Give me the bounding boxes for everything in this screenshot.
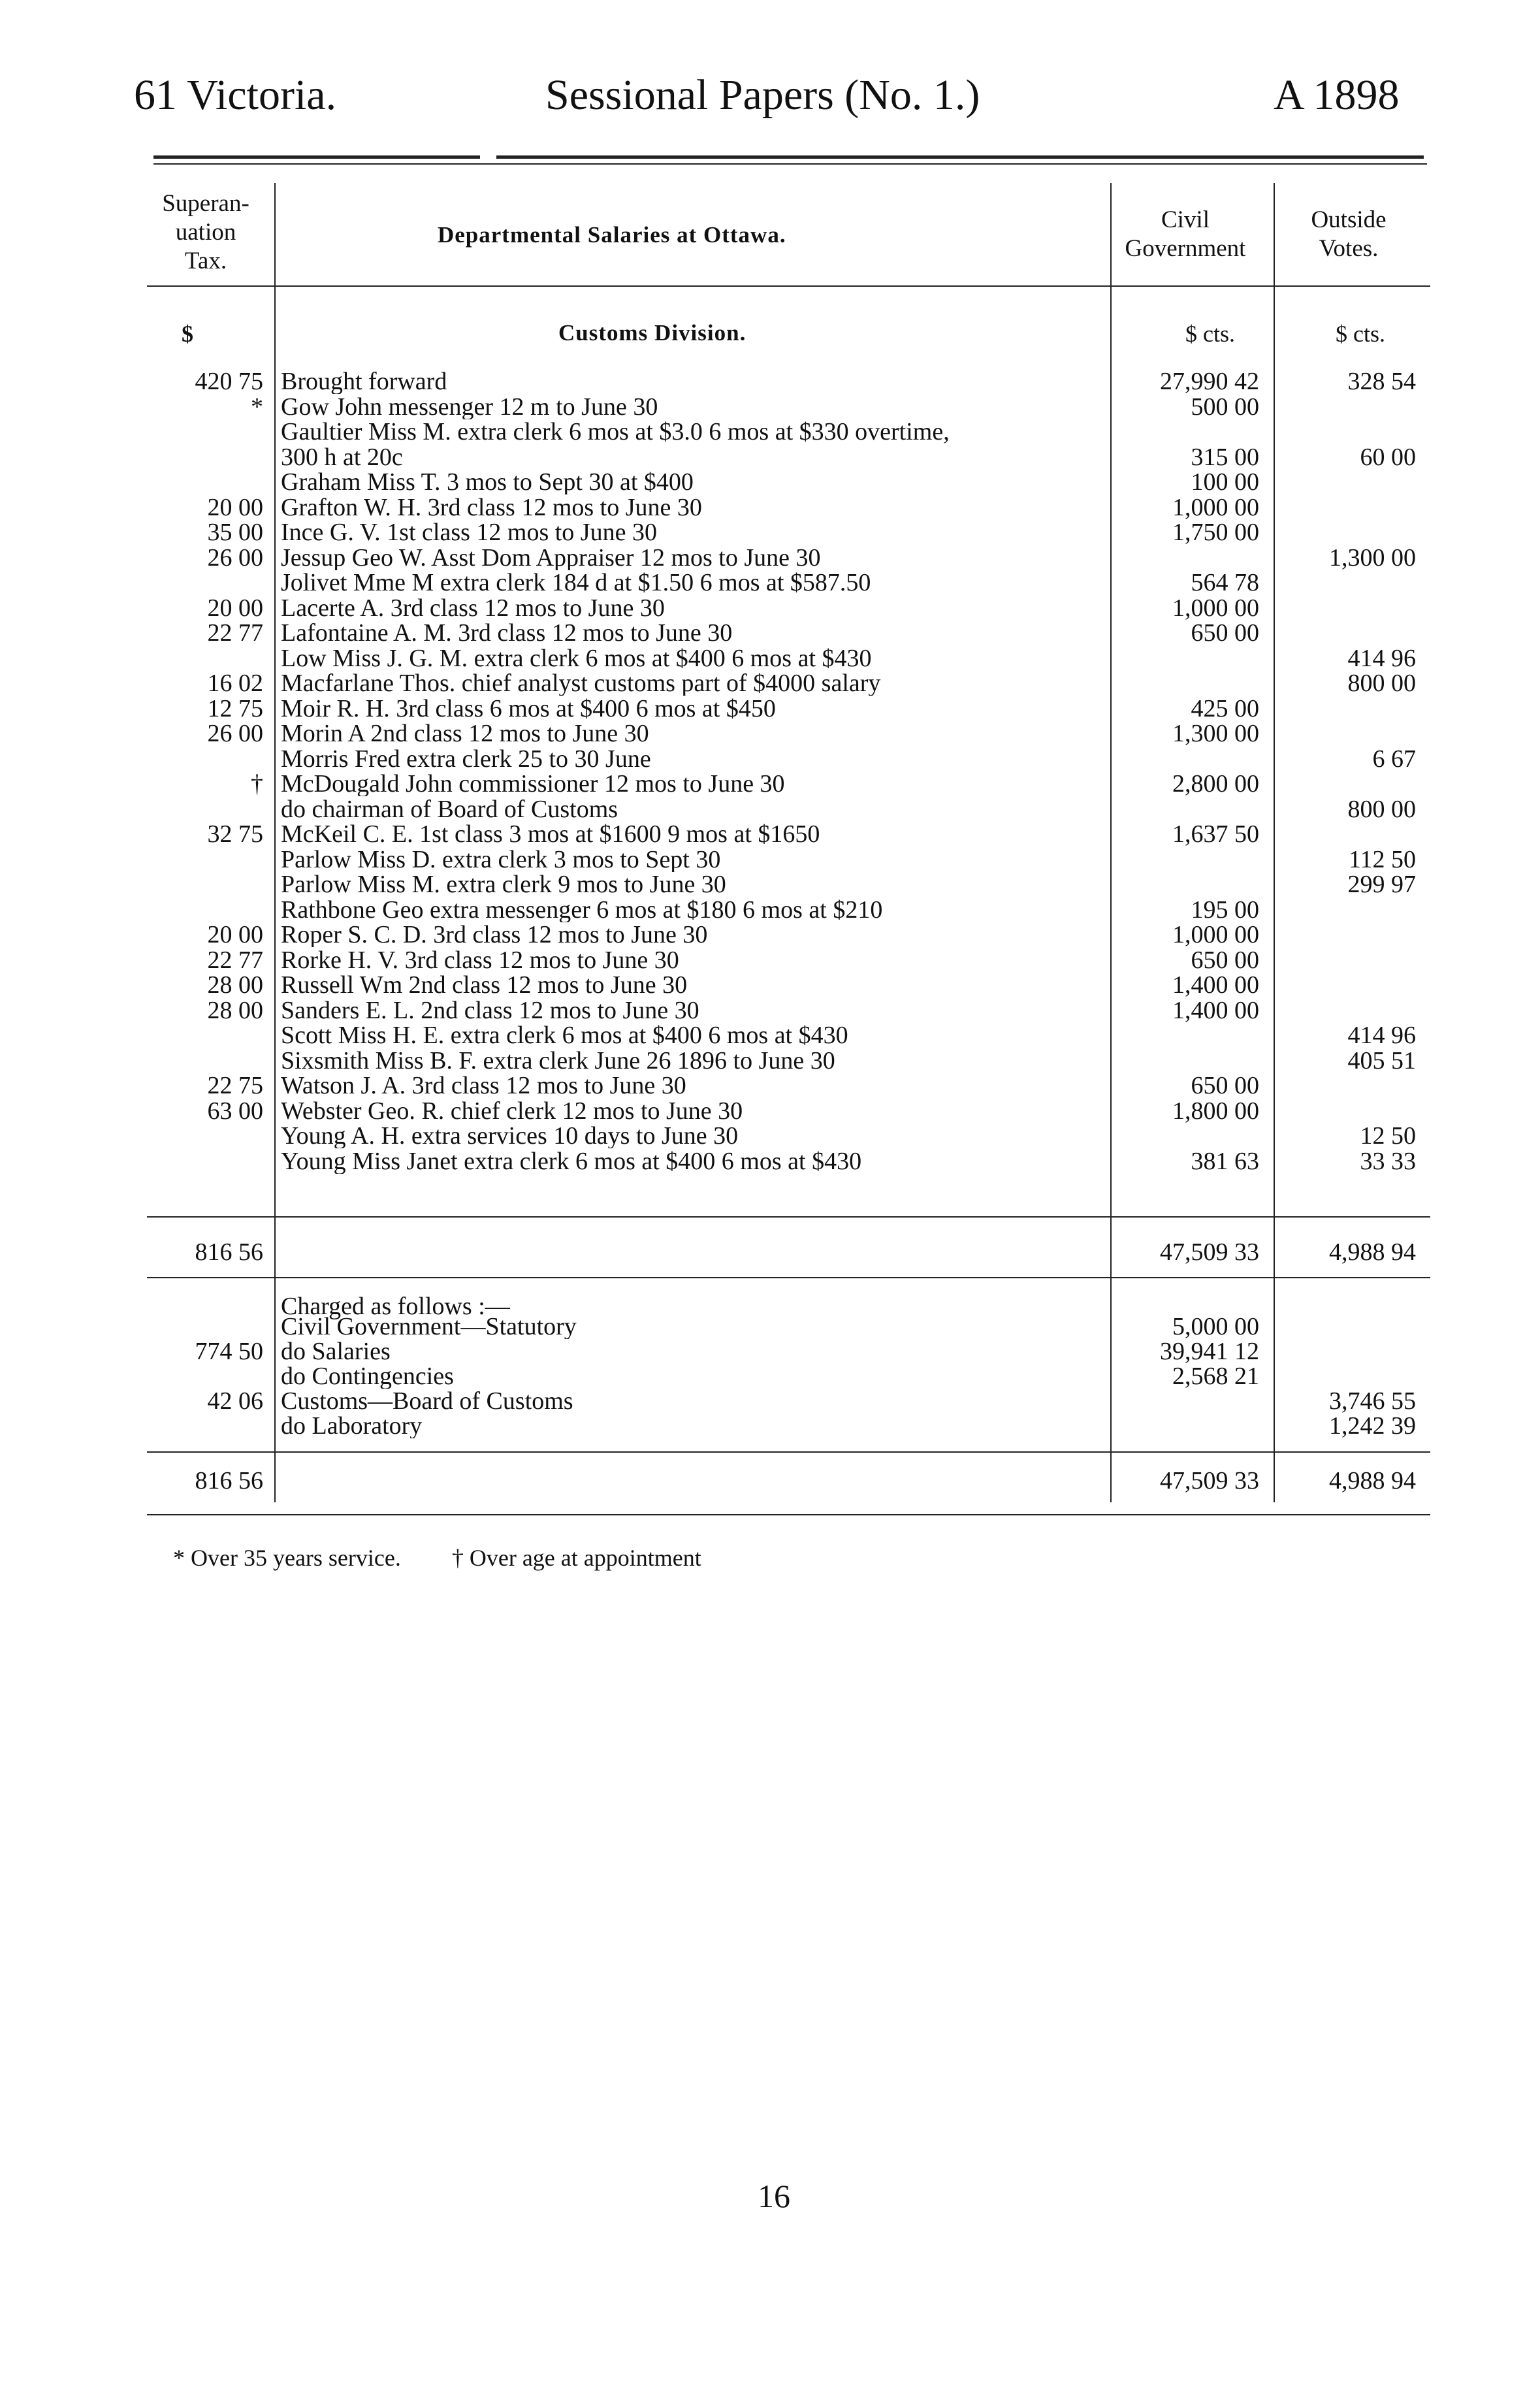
table-row xyxy=(0,1099,1540,1123)
row-description: Brought forward xyxy=(281,369,447,394)
row-description: Morris Fred extra clerk 25 to 30 June xyxy=(281,746,651,771)
row-outside-votes: 800 00 xyxy=(1347,670,1416,697)
footnote-asterisk: * Over 35 years service. xyxy=(173,1545,401,1571)
table-row xyxy=(0,1073,1540,1098)
table-row xyxy=(0,797,1540,822)
row-outside-votes: 12 50 xyxy=(1360,1122,1416,1150)
row-description: Gow John messenger 12 m to June 30 xyxy=(281,394,658,419)
row-civil-government: 500 00 xyxy=(1191,393,1259,421)
row-tax: * xyxy=(251,393,263,421)
row-outside-votes: 299 97 xyxy=(1347,871,1416,898)
row-civil-government: 39,941 12 xyxy=(1160,1338,1259,1365)
row-outside-votes: 60 00 xyxy=(1360,443,1416,471)
row-civil-government: 5,000 00 xyxy=(1172,1313,1259,1340)
col-head-desc: Departmental Salaries at Ottawa. xyxy=(438,222,786,248)
row-outside-votes: 1,300 00 xyxy=(1329,543,1416,572)
row-description: McDougald John commissioner 12 mos to June 30 xyxy=(281,771,785,796)
unit-civ: $ cts. xyxy=(1185,321,1235,347)
table-row xyxy=(0,872,1540,897)
total2-rule-bottom xyxy=(147,1514,1430,1515)
table-row xyxy=(0,922,1540,947)
table-row xyxy=(0,1413,1540,1438)
row-description: Ince G. V. 1st class 12 mos to June 30 xyxy=(281,520,657,545)
row-description: Jessup Geo W. Asst Dom Appraiser 12 mos to June 30 xyxy=(281,545,821,570)
row-description: Gaultier Miss M. extra clerk 6 mos at $3.0 6 mos at $330 overtime, xyxy=(281,419,950,444)
table-row xyxy=(0,897,1540,922)
row-civil-government: 1,000 00 xyxy=(1172,921,1259,948)
row-civil-government: 1,800 00 xyxy=(1172,1097,1259,1125)
table-row xyxy=(0,948,1540,973)
row-description: Jolivet Mme M extra clerk 184 d at $1.50 6 mos at $587.50 xyxy=(281,570,871,595)
row-tax: 16 02 xyxy=(207,670,263,697)
table-row xyxy=(0,470,1540,494)
table-row xyxy=(0,1048,1540,1073)
row-civil-government: 564 78 xyxy=(1191,569,1259,596)
row-outside-votes: 3,746 55 xyxy=(1329,1387,1416,1415)
row-outside-votes: 1,242 39 xyxy=(1329,1412,1416,1440)
row-civil-government: 315 00 xyxy=(1191,443,1259,471)
footnote-dagger: † Over age at appointment xyxy=(451,1545,701,1571)
row-description: Rorke H. V. 3rd class 12 mos to June 30 xyxy=(281,947,679,973)
header-title: Sessional Papers (No. 1.) xyxy=(545,71,980,119)
table-row xyxy=(0,1123,1540,1148)
table-row xyxy=(0,545,1540,570)
row-description: Young A. H. extra services 10 days to June 30 xyxy=(281,1123,739,1148)
row-outside-votes: 33 33 xyxy=(1360,1147,1416,1175)
table-row xyxy=(0,998,1540,1023)
row-civil-government: 2,800 00 xyxy=(1172,770,1259,798)
table-row xyxy=(0,646,1540,671)
row-description: Macfarlane Thos. chief analyst customs part of $4000 salary xyxy=(281,671,881,696)
row-description: Grafton W. H. 3rd class 12 mos to June 30 xyxy=(281,494,702,520)
row-tax: † xyxy=(251,770,263,798)
table-row xyxy=(0,1149,1540,1174)
table-row xyxy=(0,596,1540,621)
row-description: Sanders E. L. 2nd class 12 mos to June 30 xyxy=(281,997,699,1023)
row-description: Parlow Miss D. extra clerk 3 mos to Sept 30 xyxy=(281,847,721,872)
header-rule-3 xyxy=(153,163,1427,165)
table-row xyxy=(0,369,1540,394)
total2-civ: 47,509 33 xyxy=(1160,1467,1259,1494)
unit-out: $ cts. xyxy=(1336,321,1385,347)
table-row xyxy=(0,570,1540,595)
header-volume: 61 Victoria. xyxy=(134,71,337,119)
row-description: do Salaries xyxy=(281,1339,391,1364)
row-civil-government: 381 63 xyxy=(1191,1147,1259,1175)
row-tax: 20 00 xyxy=(207,493,263,521)
row-outside-votes: 414 96 xyxy=(1347,644,1416,672)
col-head-tax: Superan- uation Tax. xyxy=(162,190,249,274)
page-number: 16 xyxy=(758,2178,790,2214)
header-rule-1 xyxy=(153,155,480,159)
col-head-out: Outside Votes. xyxy=(1311,206,1387,262)
total1-rule-bottom xyxy=(147,1277,1430,1278)
row-outside-votes: 112 50 xyxy=(1348,845,1416,873)
row-tax: 22 77 xyxy=(207,946,263,974)
row-tax: 32 75 xyxy=(207,820,263,848)
row-tax: 420 75 xyxy=(195,368,263,395)
row-tax: 12 75 xyxy=(207,694,263,722)
row-civil-government: 650 00 xyxy=(1191,1072,1259,1099)
footnote-line xyxy=(173,1544,701,1572)
table-row xyxy=(0,671,1540,696)
row-description: Roper S. C. D. 3rd class 12 mos to June 30 xyxy=(281,922,708,947)
col-head-rule xyxy=(147,285,1430,287)
row-civil-government: 650 00 xyxy=(1191,619,1259,647)
row-description: Watson J. A. 3rd class 12 mos to June 30 xyxy=(281,1073,686,1098)
row-tax: 774 50 xyxy=(195,1338,263,1365)
row-civil-government: 27,990 42 xyxy=(1160,368,1259,395)
table-row xyxy=(0,621,1540,645)
table-row xyxy=(0,1314,1540,1339)
row-description: do chairman of Board of Customs xyxy=(281,796,618,822)
row-outside-votes: 800 00 xyxy=(1347,795,1416,823)
row-description: Webster Geo. R. chief clerk 12 mos to June 30 xyxy=(281,1098,743,1123)
header-year: A 1898 xyxy=(1274,71,1400,119)
row-civil-government: 1,300 00 xyxy=(1172,720,1259,747)
row-description: do Contingencies xyxy=(281,1364,454,1389)
row-civil-government: 425 00 xyxy=(1191,694,1259,722)
total2-rule xyxy=(147,1451,1430,1453)
row-civil-government: 2,568 21 xyxy=(1172,1363,1259,1390)
row-description: Lacerte A. 3rd class 12 mos to June 30 xyxy=(281,595,665,621)
total1-civ: 47,509 33 xyxy=(1160,1238,1259,1266)
row-civil-government: 1,000 00 xyxy=(1172,594,1259,622)
row-description: Civil Government—Statutory xyxy=(281,1314,577,1339)
row-civil-government: 1,750 00 xyxy=(1172,519,1259,546)
total1-tax: 816 56 xyxy=(195,1238,263,1266)
row-tax: 42 06 xyxy=(207,1387,263,1415)
row-civil-government: 100 00 xyxy=(1191,468,1259,496)
row-description: Parlow Miss M. extra clerk 9 mos to June 30 xyxy=(281,872,726,897)
row-civil-government: 1,000 00 xyxy=(1172,493,1259,521)
row-description: Russell Wm 2nd class 12 mos to June 30 xyxy=(281,973,688,997)
row-description: Morin A 2nd class 12 mos to June 30 xyxy=(281,721,649,746)
row-description: Young Miss Janet extra clerk 6 mos at $400 6 mos at $430 xyxy=(281,1148,862,1174)
row-description: McKeil C. E. 1st class 3 mos at $1600 9 mos at $1650 xyxy=(281,822,820,847)
row-description: Sixsmith Miss B. F. extra clerk June 26 1896 to June 30 xyxy=(281,1048,835,1073)
table-row xyxy=(0,822,1540,847)
table-row xyxy=(0,1339,1540,1364)
total2-tax: 816 56 xyxy=(195,1467,263,1494)
table-row xyxy=(0,847,1540,872)
row-tax: 28 00 xyxy=(207,971,263,999)
unit-tax: $ xyxy=(182,321,193,347)
table-row xyxy=(0,395,1540,419)
total2-out: 4,988 94 xyxy=(1329,1467,1416,1494)
row-description: Graham Miss T. 3 mos to Sept 30 at $400 xyxy=(281,470,694,494)
row-description: Moir R. H. 3rd class 6 mos at $400 6 mos at $450 xyxy=(281,696,776,721)
row-outside-votes: 414 96 xyxy=(1347,1022,1416,1049)
table-row xyxy=(0,1389,1540,1413)
row-civil-government: 1,400 00 xyxy=(1172,996,1259,1024)
header-rule-2 xyxy=(496,155,1424,159)
row-tax: 26 00 xyxy=(207,543,263,572)
table-row xyxy=(0,721,1540,746)
row-description: Low Miss J. G. M. extra clerk 6 mos at $400 6 mos at $430 xyxy=(281,645,872,671)
table-row xyxy=(0,771,1540,796)
division-title: Customs Division. xyxy=(558,320,746,346)
table-row xyxy=(0,1364,1540,1389)
row-description: Lafontaine A. M. 3rd class 12 mos to June 30 xyxy=(281,621,733,645)
row-civil-government: 1,400 00 xyxy=(1172,971,1259,999)
row-outside-votes: 328 54 xyxy=(1347,368,1416,395)
row-description: Rathbone Geo extra messenger 6 mos at $180 6 mos at $210 xyxy=(281,897,883,922)
row-description: do Laboratory xyxy=(281,1413,423,1438)
total-row-1 xyxy=(0,1240,1540,1265)
table-row xyxy=(0,419,1540,444)
row-tax: 35 00 xyxy=(207,519,263,546)
row-tax: 28 00 xyxy=(207,996,263,1024)
total-row-2 xyxy=(0,1468,1540,1493)
row-civil-government: 1,637 50 xyxy=(1172,820,1259,848)
table-row xyxy=(0,520,1540,545)
table-row xyxy=(0,495,1540,520)
row-tax: 22 77 xyxy=(207,619,263,647)
row-tax: 63 00 xyxy=(207,1097,263,1125)
row-civil-government: 195 00 xyxy=(1191,896,1259,924)
row-outside-votes: 6 67 xyxy=(1372,745,1416,773)
row-description: Customs—Board of Customs xyxy=(281,1389,573,1413)
row-tax: 20 00 xyxy=(207,594,263,622)
charged-heading: Charged as follows :— xyxy=(281,1293,510,1320)
total1-out: 4,988 94 xyxy=(1329,1238,1416,1266)
table-row xyxy=(0,1023,1540,1048)
row-civil-government: 650 00 xyxy=(1191,946,1259,974)
row-outside-votes: 405 51 xyxy=(1347,1046,1416,1074)
row-tax: 20 00 xyxy=(207,921,263,948)
table-row xyxy=(0,696,1540,721)
col-head-civ: Civil Government xyxy=(1125,206,1246,262)
table-row xyxy=(0,973,1540,997)
table-row xyxy=(0,445,1540,470)
row-description: Scott Miss H. E. extra clerk 6 mos at $400 6 mos at $430 xyxy=(281,1023,848,1048)
row-tax: 22 75 xyxy=(207,1072,263,1099)
total1-rule xyxy=(147,1216,1430,1218)
row-description: 300 h at 20c xyxy=(281,444,403,470)
table-row xyxy=(0,747,1540,771)
row-tax: 26 00 xyxy=(207,720,263,747)
